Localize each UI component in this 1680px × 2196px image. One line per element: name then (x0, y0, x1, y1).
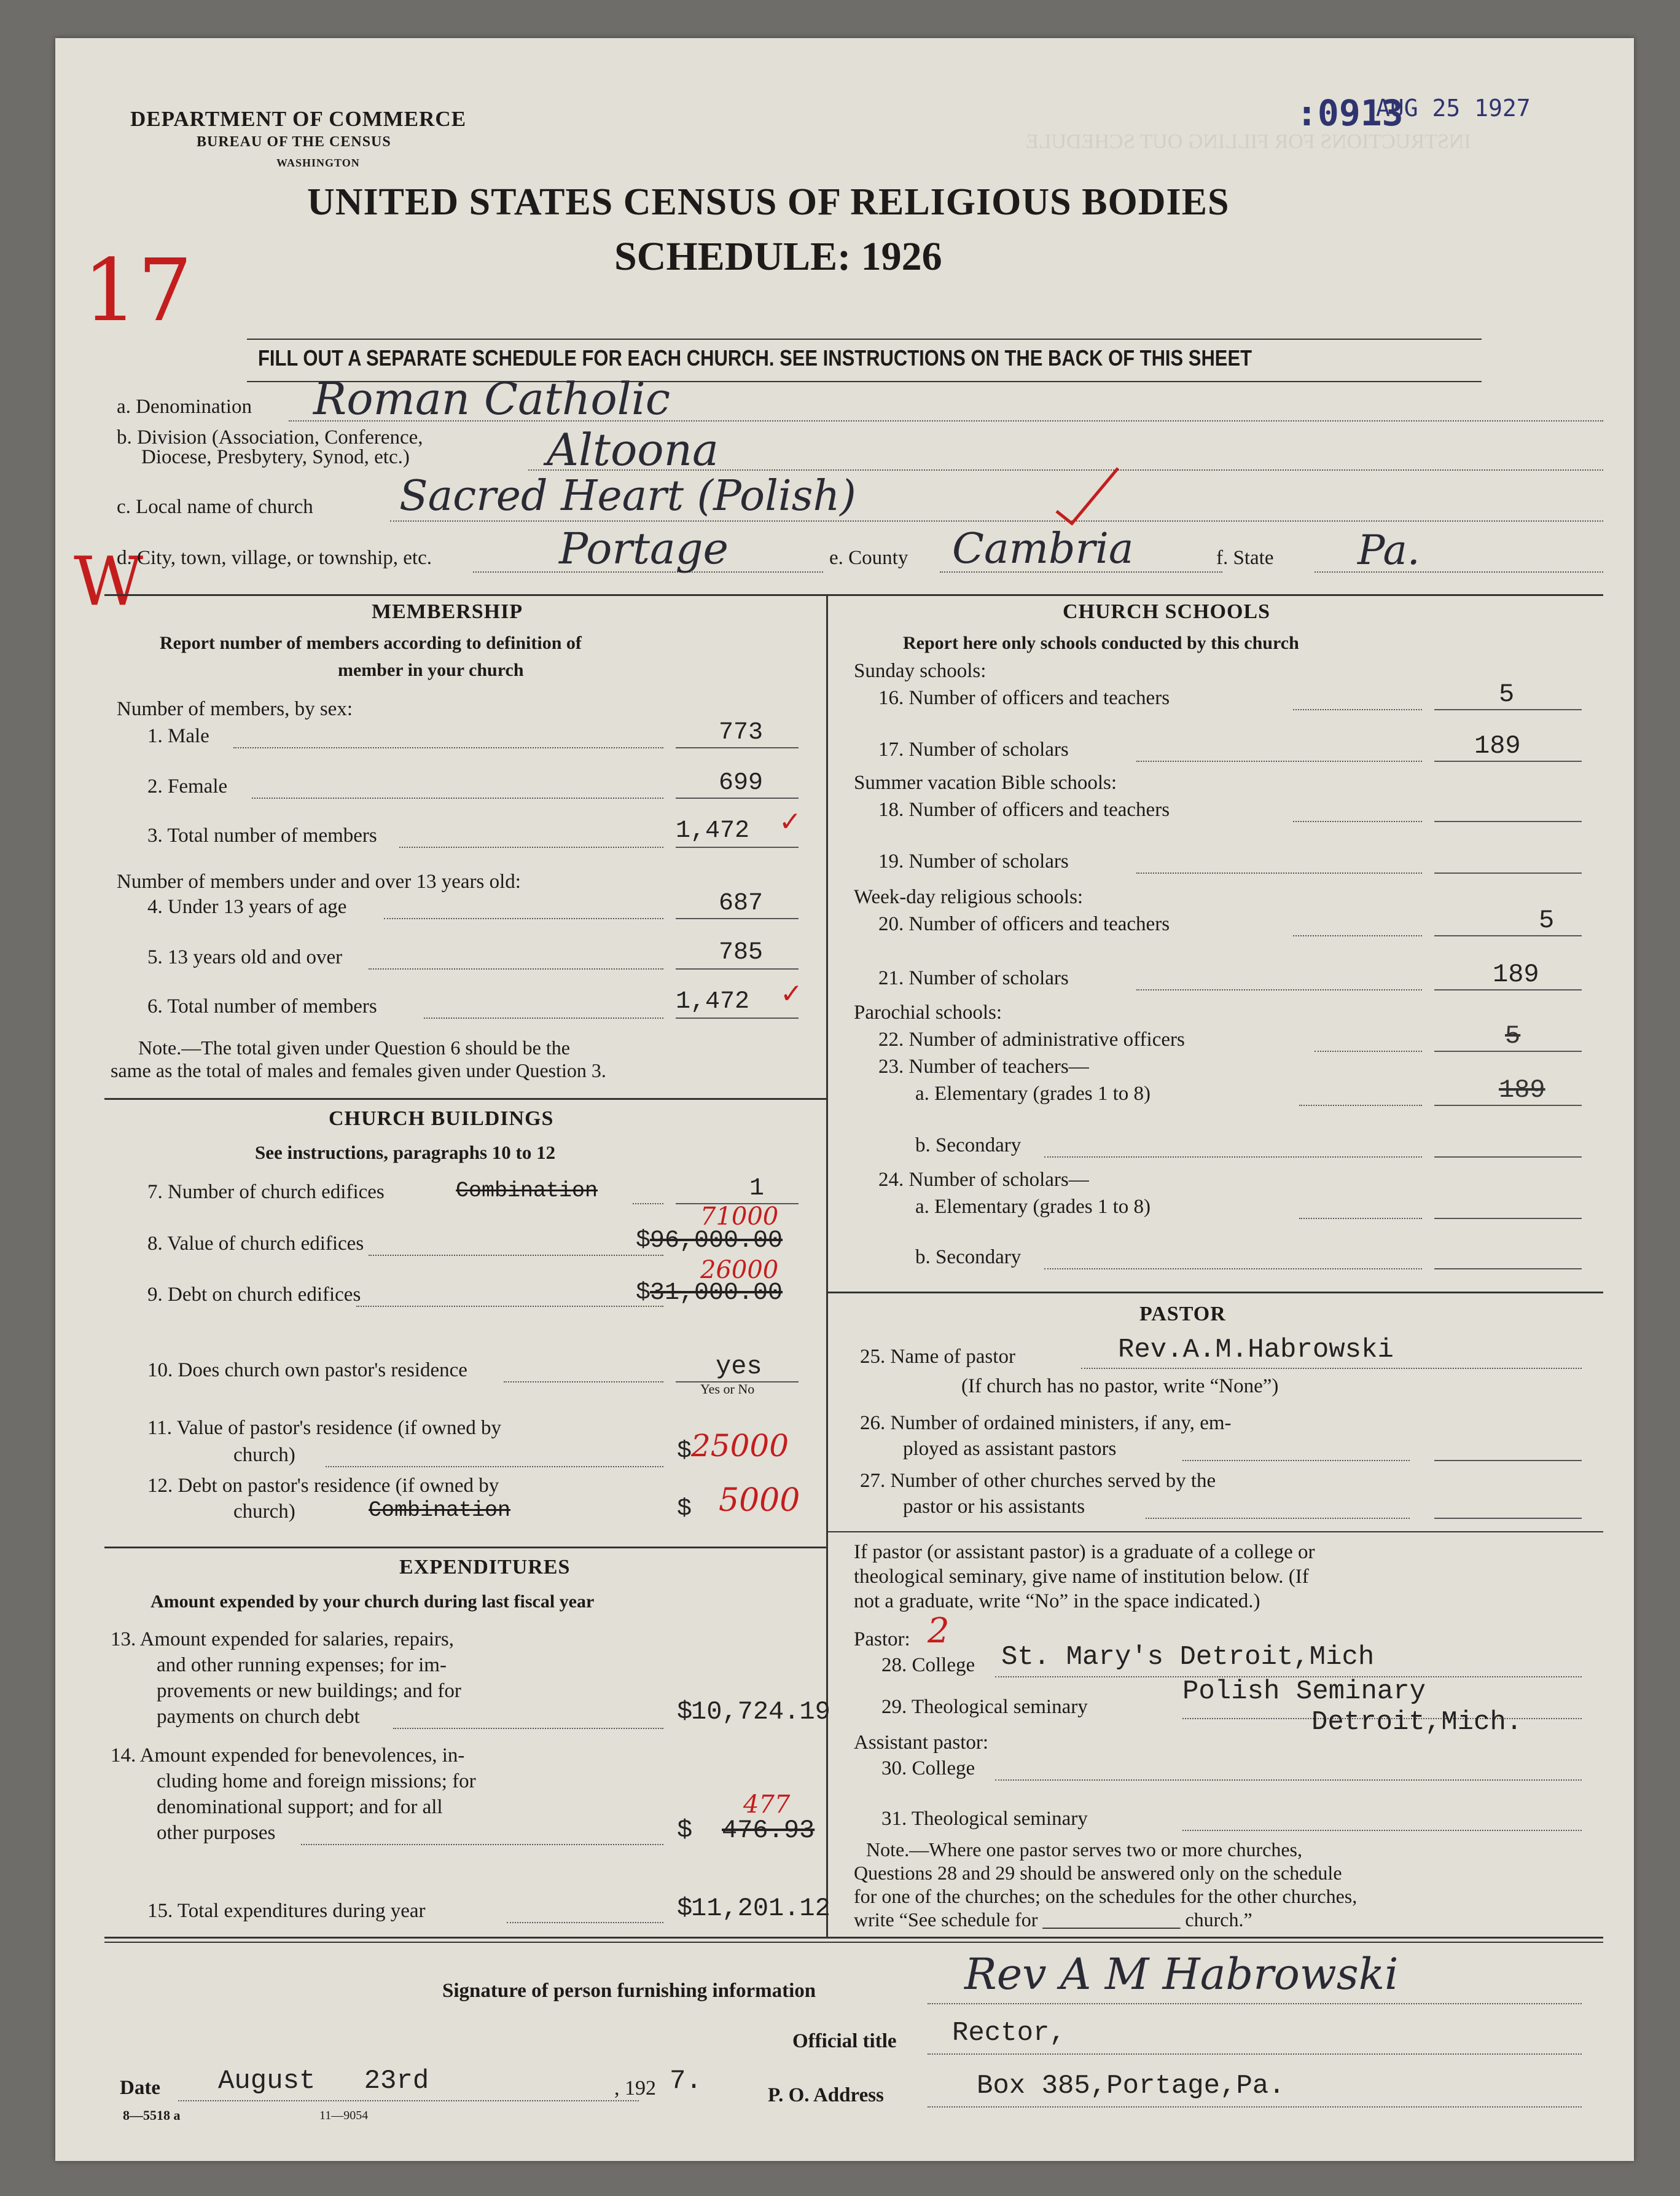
fill-line (504, 1380, 663, 1382)
pastor-note-2: Questions 28 and 29 should be answered only on the schedule (854, 1862, 1342, 1884)
signature-value[interactable]: Rev A M Habrowski (964, 1949, 1399, 1999)
divider (247, 339, 1482, 340)
q23a-label: a. Elementary (grades 1 to 8) (915, 1083, 1151, 1105)
q23b-label: b. Secondary (915, 1134, 1022, 1156)
fill-line (178, 2099, 639, 2101)
church-name-label: c. Local name of church (117, 496, 313, 518)
section-divider (104, 1937, 1603, 1939)
official-title-label: Official title (792, 2030, 897, 2052)
q14-value[interactable]: 477 (743, 1790, 791, 1819)
q19-label: 19. Number of scholars (878, 850, 1069, 873)
bureau-name: BUREAU OF THE CENSUS (197, 134, 391, 150)
sunday-label: Sunday schools: (854, 660, 987, 682)
answer-line (1434, 1217, 1582, 1219)
q26-label-1: 26. Number of ordained ministers, if any, em- (860, 1412, 1232, 1434)
q4-value[interactable]: 687 (719, 890, 764, 917)
fill-line (1136, 988, 1422, 990)
q27-label-2: pastor or his assistants (903, 1496, 1085, 1518)
fill-line (507, 1921, 663, 1923)
date-value[interactable]: August 23rd (218, 2066, 429, 2096)
dollar-sign: $ (677, 1816, 693, 1845)
pastor-note-3: for one of the churches; on the schedules for the other churches, (854, 1885, 1358, 1907)
q21-value[interactable]: 189 (1493, 960, 1539, 989)
q28-value[interactable]: St. Mary's Detroit,Mich (1001, 1642, 1375, 1672)
q14-label-4: other purposes (157, 1822, 276, 1844)
q3-value[interactable]: 1,472 (676, 817, 750, 845)
fill-line (326, 1465, 663, 1467)
q24a-label: a. Elementary (grades 1 to 8) (915, 1196, 1151, 1218)
state-value[interactable]: Pa. (1358, 527, 1420, 574)
fill-line (1136, 871, 1422, 874)
po-address-value[interactable]: Box 385,Portage,Pa. (977, 2071, 1285, 2101)
q8-value[interactable]: 71000 (700, 1202, 779, 1231)
official-title-value[interactable]: Rector, (952, 2018, 1066, 2049)
division-label-2: Diocese, Presbytery, Synod, etc.) (141, 446, 410, 468)
fill-line (1182, 1829, 1582, 1831)
dept-name: DEPARTMENT OF COMMERCE (130, 107, 467, 131)
county-value[interactable]: Cambria (952, 525, 1134, 573)
q12-value[interactable]: 5000 (719, 1482, 800, 1519)
fill-line (399, 845, 663, 848)
weekday-label: Week-day religious schools: (854, 886, 1084, 908)
fill-line (928, 2052, 1582, 2055)
q6-label: 6. Total number of members (147, 995, 377, 1018)
stamp-date: AUG 25 1927 (1376, 95, 1531, 122)
dollar-sign: $ (677, 1697, 693, 1727)
city-value[interactable]: Portage (559, 524, 729, 574)
buildings-sub: See instructions, paragraphs 10 to 12 (255, 1142, 556, 1163)
q26-label-2: ployed as assistant pastors (903, 1438, 1117, 1460)
q20-label: 20. Number of officers and teachers (878, 913, 1170, 935)
q12-label-1: 12. Debt on pastor's residence (if owned by (147, 1475, 499, 1497)
q10-label: 10. Does church own pastor's residence (147, 1359, 467, 1381)
division-value[interactable]: Altoona (547, 424, 719, 476)
pastor-label: Pastor: (854, 1628, 910, 1650)
schedule-title: SCHEDULE: 1926 (614, 234, 942, 279)
denomination-label: a. Denomination (117, 396, 252, 418)
assistant-label: Assistant pastor: (854, 1731, 989, 1754)
q25-value[interactable]: Rev.A.M.Habrowski (1118, 1335, 1394, 1365)
column-divider (826, 594, 828, 1937)
census-schedule-sheet (55, 38, 1634, 2161)
bleed-through-text: INSTRUCTIONS FOR FILLING OUT SCHEDULE (1026, 130, 1471, 153)
fill-line (928, 2002, 1582, 2004)
fill-line (1136, 759, 1422, 762)
answer-line (1434, 1459, 1582, 1461)
margin-mark-letter: W (74, 542, 144, 621)
fill-line (1299, 1217, 1422, 1219)
date-label: Date (120, 2077, 160, 2099)
city-label: d. City, town, village, or township, etc. (117, 547, 432, 569)
q3-label: 3. Total number of members (147, 825, 377, 847)
q20-value[interactable]: 5 (1539, 906, 1555, 935)
graduate-note-2: theological seminary, give name of institution below. (If (854, 1566, 1309, 1588)
q11-label-2: church) (233, 1444, 295, 1466)
section-divider (104, 1547, 826, 1548)
expenditures-heading: EXPENDITURES (399, 1556, 571, 1578)
dollar-sign: $ (677, 1438, 692, 1465)
answer-line (676, 845, 799, 848)
po-address-label: P. O. Address (768, 2084, 884, 2106)
fill-line (233, 746, 663, 748)
membership-sub-2: member in your church (338, 660, 524, 680)
q8-label: 8. Value of church edifices (147, 1233, 364, 1255)
q11-value[interactable]: 25000 (691, 1428, 789, 1464)
q2-label: 2. Female (147, 775, 228, 798)
division-label-1: b. Division (Association, Conference, (117, 426, 423, 449)
q18-label: 18. Number of officers and teachers (878, 799, 1170, 821)
fill-line (1315, 1049, 1422, 1052)
q14-label-2: cluding home and foreign missions; for (157, 1770, 476, 1792)
q4-label: 4. Under 13 years of age (147, 896, 347, 918)
year-suffix[interactable]: 7. (670, 2066, 702, 2096)
dollar-sign: $ (677, 1894, 693, 1923)
parochial-label: Parochial schools: (854, 1002, 1002, 1024)
church-name-value[interactable]: Sacred Heart (Polish) (399, 472, 856, 520)
q24-label: 24. Number of scholars— (878, 1169, 1089, 1191)
print-number: 11—9054 (319, 2109, 369, 2122)
membership-note-2: same as the total of males and females given under Question 3. (111, 1059, 606, 1081)
stamp-number: :0913 (1296, 92, 1404, 134)
fill-line (369, 1253, 663, 1256)
fill-line (1044, 1267, 1422, 1269)
q17-label: 17. Number of scholars (878, 739, 1069, 761)
q13-label-2: and other running expenses; for im- (157, 1654, 447, 1676)
q7-value[interactable]: 1 (749, 1175, 765, 1202)
pastor-heading: PASTOR (1139, 1303, 1226, 1325)
q10-value[interactable]: yes (716, 1352, 762, 1381)
q30-label: 30. College (881, 1757, 975, 1779)
q17-value[interactable]: 189 (1474, 731, 1521, 761)
fill-line (1293, 820, 1422, 822)
form-title: UNITED STATES CENSUS OF RELIGIOUS BODIES (307, 181, 1230, 223)
section-divider (826, 1292, 1603, 1293)
section-divider (826, 1531, 1603, 1532)
q13-label-3: provements or new buildings; and for (157, 1680, 461, 1702)
fill-line (393, 1727, 663, 1729)
q6-value[interactable]: 1,472 (676, 988, 750, 1016)
membership-note-1: Note.—The total given under Question 6 should be the (138, 1037, 570, 1059)
q8-struck-value: 96,000.00 (650, 1227, 783, 1255)
expenditures-sub: Amount expended by your church during last fiscal year (150, 1591, 595, 1612)
fill-line (995, 1778, 1582, 1781)
check-mark-icon (1050, 462, 1124, 530)
section-divider (104, 594, 1603, 596)
q23a-value[interactable]: 189 (1499, 1075, 1545, 1105)
fill-line (301, 1843, 663, 1845)
q9-label: 9. Debt on church edifices (147, 1284, 361, 1306)
fill-line (1044, 1155, 1422, 1158)
graduate-note-3: not a graduate, write “No” in the space indicated.) (854, 1590, 1260, 1612)
fill-line (1081, 1367, 1582, 1369)
section-divider (104, 1098, 826, 1100)
membership-heading: MEMBERSHIP (372, 600, 523, 623)
section-divider (104, 1942, 1603, 1943)
pastor-note-4: write “See schedule for ______________ church.” (854, 1908, 1252, 1931)
q15-label: 15. Total expenditures during year (147, 1900, 426, 1922)
year-prefix: , 192 (614, 2077, 656, 2100)
q13-label-4: payments on church debt (157, 1706, 360, 1728)
check-mark: ✓ (779, 807, 802, 837)
q9-value[interactable]: 26000 (700, 1256, 779, 1284)
form-number: 8—5518 a (123, 2108, 181, 2123)
summer-label: Summer vacation Bible schools: (854, 772, 1117, 794)
q1-label: 1. Male (147, 725, 209, 747)
fill-line (1182, 1459, 1410, 1461)
q14-struck-value: 476.93 (722, 1816, 815, 1845)
fill-line (1293, 934, 1422, 936)
by-age-label: Number of members under and over 13 years old: (117, 871, 521, 893)
fill-line (1146, 1516, 1410, 1519)
q15-value[interactable]: 11,201.12 (691, 1894, 830, 1923)
q13-value[interactable]: 10,724.19 (691, 1697, 830, 1727)
answer-line (1434, 1155, 1582, 1158)
check-mark: ✓ (780, 979, 803, 1009)
fill-line (1299, 1104, 1422, 1106)
q9-struck-value: 31,000.00 (650, 1279, 783, 1307)
q14-label-1: 14. Amount expended for benevolences, in- (111, 1744, 465, 1767)
schools-sub: Report here only schools conducted by this church (903, 633, 1299, 653)
q29-label: 29. Theological seminary (881, 1696, 1088, 1718)
q27-label-1: 27. Number of other churches served by the (860, 1470, 1216, 1492)
fill-line (424, 1016, 663, 1019)
bureau-city: WASHINGTON (276, 157, 360, 169)
signature-label: Signature of person furnishing information (442, 1980, 816, 2002)
fill-line (356, 1304, 663, 1307)
q7-label: 7. Number of church edifices (147, 1181, 385, 1203)
membership-sub-1: Report number of members according to definition of (160, 633, 582, 653)
q25-label: 25. Name of pastor (860, 1346, 1015, 1368)
q31-label: 31. Theological seminary (881, 1808, 1088, 1830)
q22-label: 22. Number of administrative officers (878, 1029, 1185, 1051)
yes-no-hint: Yes or No (700, 1381, 755, 1397)
q29-value-1[interactable]: Polish Seminary (1182, 1676, 1426, 1707)
q29-value-2[interactable]: Detroit,Mich. (1311, 1707, 1523, 1738)
by-sex-label: Number of members, by sex: (117, 698, 353, 720)
q23-label: 23. Number of teachers— (878, 1056, 1089, 1078)
buildings-heading: CHURCH BUILDINGS (329, 1107, 554, 1130)
instruction-banner: FILL OUT A SEPARATE SCHEDULE FOR EACH CHURCH. SEE INSTRUCTIONS ON THE BACK OF THIS SHEET (258, 345, 1252, 371)
answer-line (676, 1016, 799, 1019)
fill-line (1293, 708, 1422, 710)
dollar-sign: $ (636, 1279, 651, 1307)
pastor-note-1: Note.—Where one pastor serves two or more churches, (866, 1838, 1302, 1861)
dollar-sign: $ (636, 1227, 651, 1255)
county-label: e. County (829, 547, 908, 569)
answer-line (1434, 820, 1582, 822)
q2-value[interactable]: 699 (719, 769, 764, 797)
q16-value[interactable]: 5 (1499, 680, 1515, 709)
q22-value[interactable]: 5 (1505, 1021, 1521, 1051)
q7-struck-text: Combination (456, 1178, 598, 1203)
q25-note: (If church has no pastor, write “None”) (961, 1375, 1279, 1397)
dollar-sign: $ (677, 1496, 692, 1523)
q14-label-3: denominational support; and for all (157, 1796, 443, 1818)
q1-value[interactable]: 773 (719, 719, 764, 747)
fill-line (928, 2105, 1582, 2108)
schools-heading: CHURCH SCHOOLS (1063, 600, 1270, 623)
q5-label: 5. 13 years old and over (147, 946, 343, 968)
q16-label: 16. Number of officers and teachers (878, 687, 1170, 709)
pastor-mark: 2 (928, 1611, 950, 1651)
q11-label-1: 11. Value of pastor's residence (if owned by (147, 1417, 501, 1439)
denomination-value[interactable]: Roman Catholic (313, 373, 671, 425)
fill-line (633, 1202, 663, 1204)
q5-value[interactable]: 785 (719, 939, 764, 967)
fill-line (384, 917, 663, 919)
fill-line (252, 796, 663, 799)
state-label: f. State (1216, 547, 1274, 569)
q12-struck-text: Combination (369, 1498, 511, 1523)
answer-line (1434, 1516, 1582, 1519)
answer-line (1434, 1267, 1582, 1269)
margin-mark-number: 17 (83, 241, 193, 341)
q24b-label: b. Secondary (915, 1246, 1022, 1268)
q21-label: 21. Number of scholars (878, 967, 1069, 989)
graduate-note-1: If pastor (or assistant pastor) is a graduate of a college or (854, 1541, 1315, 1563)
q12-label-2: church) (233, 1500, 295, 1523)
answer-line (1434, 871, 1582, 874)
answer-line (1434, 934, 1582, 936)
fill-line (369, 967, 663, 970)
q28-label: 28. College (881, 1654, 975, 1676)
answer-line (676, 967, 799, 970)
q13-label-1: 13. Amount expended for salaries, repairs, (111, 1628, 455, 1650)
